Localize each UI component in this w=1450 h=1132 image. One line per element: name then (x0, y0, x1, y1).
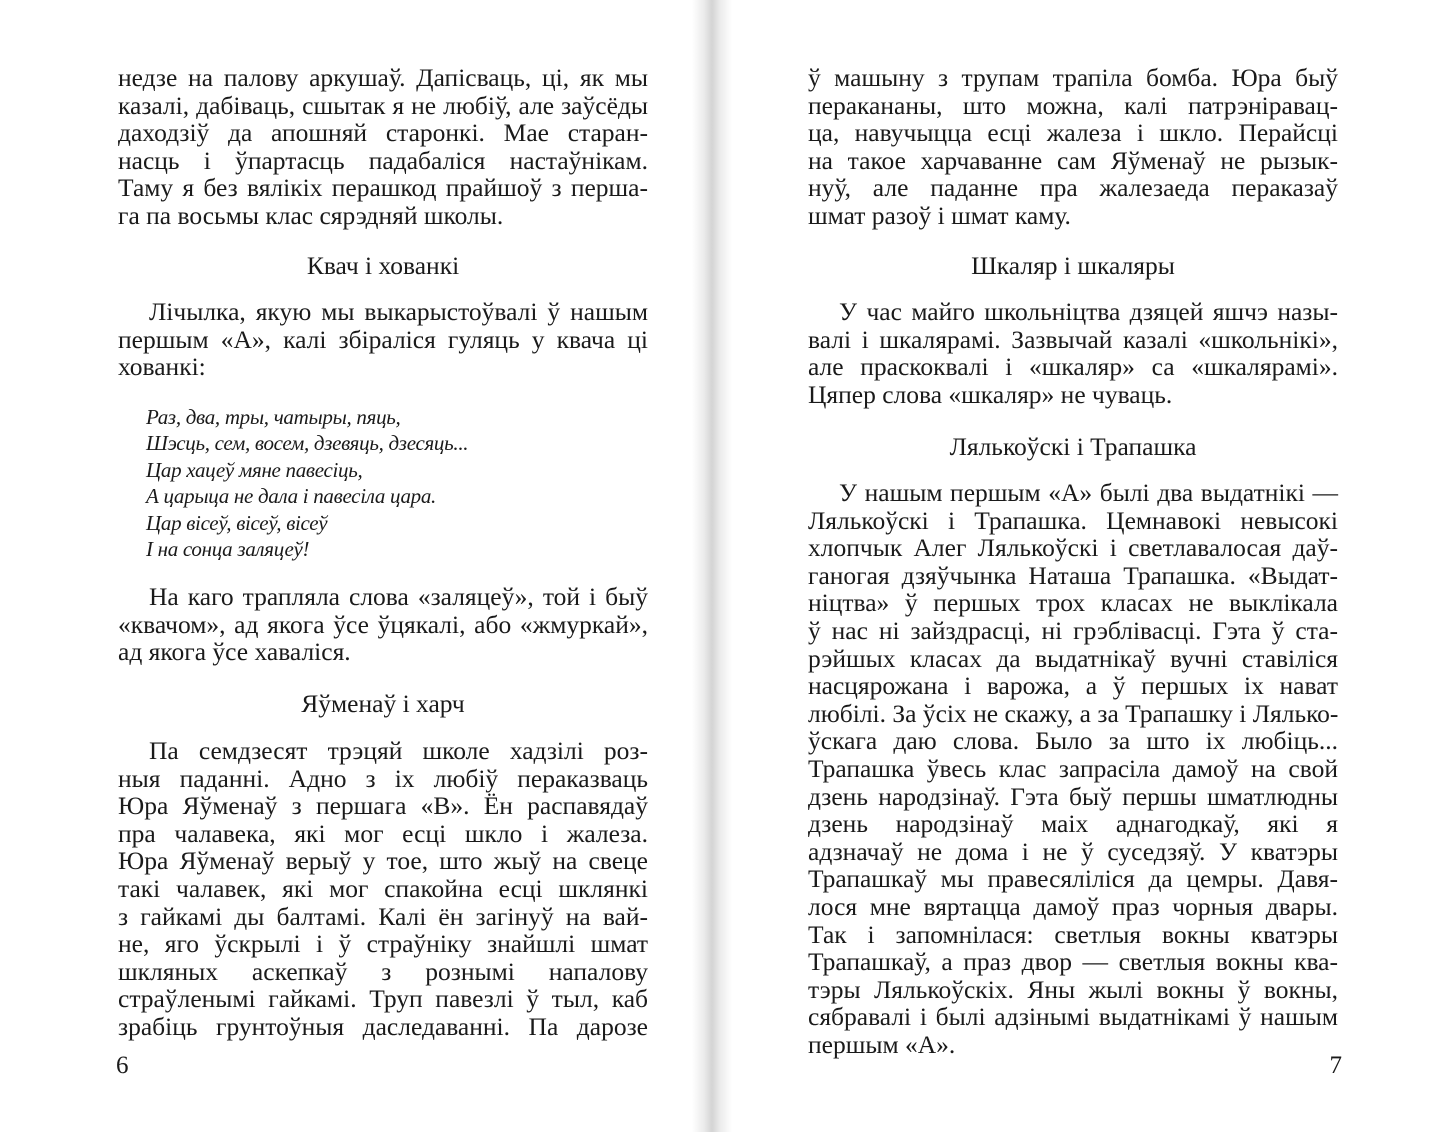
section-heading-yaumenau: Яўменаў і харч (301, 689, 465, 718)
verse-line: Шэсць, сем, восем, дзевяць, дзесяць... (146, 431, 469, 456)
text-line: «квачом», ад якога ўсе ўцякалі, або «жмуркай», (118, 609, 648, 639)
text-line: Трапашка ўвесь клас запрасіла дамоў на свой (808, 753, 1338, 783)
text-line: хованкі: (118, 352, 206, 382)
page-number-left: 6 (116, 1052, 129, 1079)
kvach-intro-paragraph (118, 298, 648, 381)
text-line: ад якога ўсе хаваліся. (118, 637, 351, 667)
text-line: дзень народзінаў маіх аднагодкаў, які я (808, 809, 1338, 839)
text-line: Лялькоўскі і Трапашка. Цемнавокі невысокі (808, 505, 1338, 535)
shkalyar-paragraph (808, 298, 1338, 408)
text-line: шмат разоў і шмат каму. (808, 200, 1071, 230)
text-line: ганогая дзяўчынка Наташа Трапашка. «Выдат- (808, 560, 1338, 590)
text-line: ў машыну з трупам трапіла бомба. Юра быў (808, 63, 1338, 92)
text-line: на такое харчаванне сам Яўменаў не рызык- (808, 145, 1338, 175)
text-line: насць і ўпартасць падабаліся настаўнікам. (118, 145, 648, 175)
text-line: шкляных аскепкаў з рознымі напалову (118, 956, 648, 986)
text-line: даходзіў да апошняй старонкі. Мае старан- (118, 118, 648, 148)
text-line: насцярожана і варожа, а ў першых іх нават (808, 671, 1338, 701)
text-line: Цяпер слова «шкаляр» не чуваць. (808, 379, 1173, 409)
text-line: першым «А», калі збіраліся гуляць у квача ці (118, 324, 648, 354)
text-line: Трапашкаў, а праз двор — светлыя вокны ква- (808, 947, 1338, 977)
verse-line: Раз, два, тры, чатыры, пяць, (146, 405, 401, 429)
text-line: перакананы, што можна, калі патрэніравац- (808, 90, 1338, 120)
right-opening-paragraph (808, 64, 1338, 230)
text-line: казалі, дабіваць, сшытак я не любіў, але заўсёды (118, 90, 648, 120)
text-line: пра чалавека, які мог есці шкло і жалеза. (118, 818, 648, 848)
text-line: ца, навучыцца есці жалеза і шкло. Перайсці (808, 118, 1338, 148)
text-line: Юра Яўменаў з першага «В». Ён распавядаў (118, 791, 648, 821)
section-heading-lyalkouski: Лялькоўскі і Трапашка (949, 432, 1197, 461)
verse-line: Цар хацеў мяне павесіць, (146, 457, 363, 482)
page-number-right: 7 (1329, 1052, 1342, 1079)
text-line: ўскага даю слова. Было за што іх любіць... (808, 726, 1338, 756)
text-line: зрабіць грунтоўныя даследаванні. Па дарозе (118, 1011, 648, 1041)
left-opening-paragraph (118, 64, 648, 230)
text-line: рэйшых класах да выдатнікаў вучні ставіліся (808, 643, 1338, 673)
text-line: дзень народзінаў. Гэта быў першы шматлюдны (808, 781, 1338, 811)
text-line: любілі. За ўсіх не скажу, а за Трапашку і Лялько- (808, 698, 1339, 728)
verse-line: А царыца не дала і павесіла цара. (146, 484, 437, 509)
text-line: Таму я без вялікіх перашкод прайшоў з перша- (118, 173, 648, 203)
text-line: тэры Лялькоўскіх. Яны жылі вокны ў вокны, (808, 974, 1338, 1004)
counting-rhyme-verse (146, 404, 566, 562)
text-line: сябравалі і былі адзінымі выдатнікамі ў нашым (808, 1002, 1338, 1032)
text-line: такі чалавек, які мог спакойна есці шклянкі (118, 873, 648, 903)
section-heading-kvach: Квач і хованкі (306, 251, 460, 280)
text-line: Так і запомнілася: светлыя вокны кватэры (808, 919, 1338, 949)
text-line: ў нас ні зайздрасці, ні грэблівасці. Гэта ў ста- (808, 615, 1338, 645)
text-line: У час майго школьніцтва дзяцей яшчэ назы- (839, 297, 1338, 326)
text-line: страўленымі гайкамі. Труп павезлі ў тыл, каб (118, 984, 648, 1014)
text-line: га па восьмы клас сярэдняй школы. (118, 200, 504, 230)
text-line: У нашым першым «А» былі два выдатнікі — (839, 478, 1338, 507)
yaumenau-paragraph (118, 737, 648, 1041)
text-line: недзе на палову аркушаў. Дапісваць, ці, як мы (118, 63, 648, 92)
text-line: хлопчык Алег Лялькоўскі і светлавалосая даў- (808, 533, 1338, 563)
text-line: лося мне вяртацца дамоў праз чорныя двары. (808, 891, 1338, 921)
text-line: адзначаў не дома і не ў суседзяў. У кватэры (808, 836, 1338, 866)
text-line: Юра Яўменаў верыў у тое, што жыў на свеце (118, 846, 648, 876)
lyalkouski-paragraph (808, 479, 1338, 1058)
verse-line: І на сонца заляцеў! (146, 536, 310, 561)
text-line: не, яго ўскрылі і ў страўніку знайшлі шмат (118, 929, 648, 959)
verse-line: Цар вісеў, вісеў, вісеў (146, 510, 328, 535)
text-line: валі і шкалярамі. Зазвычай казалі «школьнікі», (808, 324, 1338, 354)
text-line: з гайкамі ды балтамі. Калі ён загінуў на вай- (118, 901, 648, 931)
text-line: Лічылка, якую мы выкарыстоўвалі ў нашым (149, 297, 648, 326)
text-line: але праскоквалі і «шкаляр» са «шкалярамі». (808, 352, 1338, 382)
text-line: нуў, але паданне пра жалезаеда пераказаў (808, 173, 1338, 203)
text-line: Па семдзесят трэцяй школе хадзілі роз- (149, 736, 648, 765)
text-line: першым «А». (808, 1029, 956, 1059)
text-line: Трапашкаў мы правесяліліся да цемры. Давя- (808, 864, 1338, 894)
book-gutter (692, 0, 732, 1132)
text-line: ніцтва» ў першых трох класах не выклікала (808, 588, 1338, 618)
section-heading-shkalyar: Шкаляр і шкаляры (971, 251, 1175, 280)
text-line: ныя паданні. Адно з іх любіў пераказваць (118, 763, 648, 793)
text-line: На каго трапляла слова «заляцеў», той і быў (149, 582, 648, 611)
kvach-after-paragraph (118, 583, 648, 666)
